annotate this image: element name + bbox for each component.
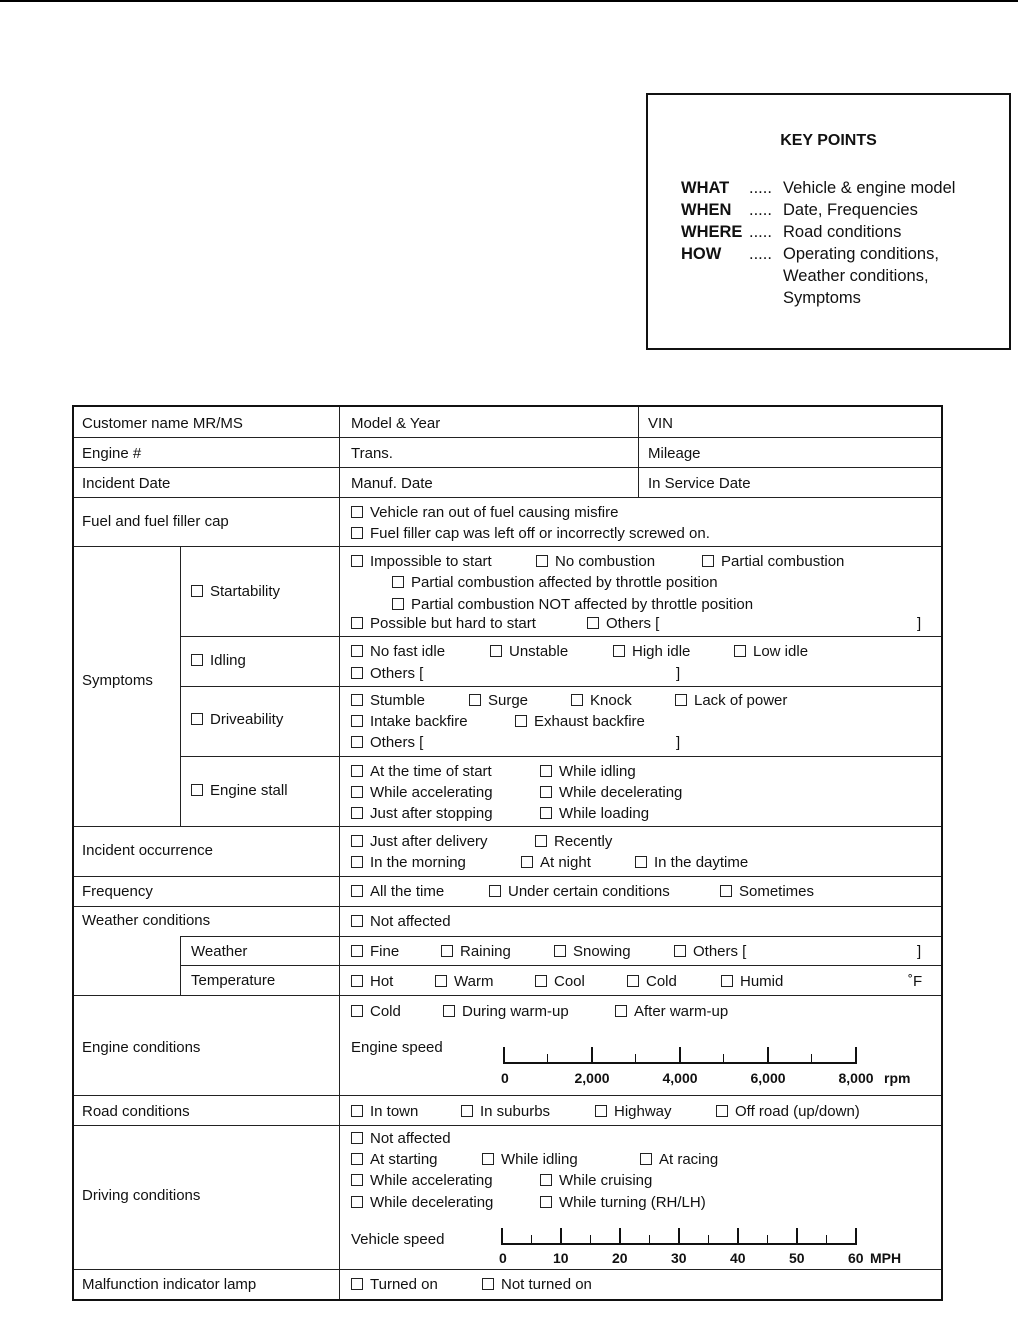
idling-low-idle[interactable]: Low idle	[734, 643, 808, 661]
mph-scale-major-tick	[501, 1228, 503, 1243]
frequency-label: Frequency	[82, 883, 153, 900]
checkbox[interactable]	[351, 527, 363, 539]
mph-scale-unit: MPH	[870, 1250, 902, 1266]
engine-conditions-label: Engine conditions	[82, 1039, 201, 1056]
checkbox[interactable]	[351, 1153, 363, 1165]
checkbox[interactable]	[351, 1278, 363, 1290]
weather-not-affected[interactable]: Not affected	[351, 913, 451, 931]
weather-label: Weather	[191, 943, 248, 960]
idling-unstable[interactable]: Unstable	[490, 643, 568, 661]
checkbox[interactable]	[351, 1132, 363, 1144]
checkbox[interactable]	[595, 1105, 607, 1117]
temperature-label: Temperature	[191, 972, 276, 989]
weather-snowing[interactable]: Snowing	[554, 943, 631, 961]
rpm-scale-tick-label: 2,000	[574, 1070, 610, 1086]
key-points-title: KEY POINTS	[780, 132, 877, 149]
driving-at-racing[interactable]: At racing	[640, 1151, 718, 1169]
occurrence-daytime[interactable]: In the daytime	[635, 854, 748, 872]
checkbox[interactable]	[461, 1105, 473, 1117]
startability-impossible[interactable]: Impossible to start	[351, 553, 492, 571]
rpm-scale-minor-tick	[723, 1054, 724, 1062]
rpm-scale-major-tick	[591, 1047, 593, 1062]
temperature-cold[interactable]: Cold	[627, 973, 677, 991]
rpm-scale-major-tick	[679, 1047, 681, 1062]
rpm-scale-minor-tick	[635, 1054, 636, 1062]
checkbox[interactable]	[615, 1005, 627, 1017]
stall-while-decelerating[interactable]: While decelerating	[540, 784, 682, 802]
weather-others-close: ]	[917, 943, 922, 960]
mph-scale-minor-tick	[708, 1235, 709, 1243]
incident-occurrence-label: Incident occurrence	[82, 842, 213, 859]
engine-cold[interactable]: Cold	[351, 1003, 401, 1021]
checkbox[interactable]	[571, 694, 583, 706]
driving-not-affected[interactable]: Not affected	[351, 1130, 451, 1148]
symptoms-label: Symptoms	[82, 672, 153, 689]
startability-others[interactable]: Others [	[587, 615, 659, 633]
vin-label: VIN	[648, 415, 674, 432]
rpm-scale-tick-label: 6,000	[750, 1070, 786, 1086]
checkbox[interactable]	[613, 645, 625, 657]
checkbox[interactable]	[351, 555, 363, 567]
weather-others[interactable]: Others [	[674, 943, 746, 961]
checkbox[interactable]	[635, 856, 647, 868]
checkbox[interactable]	[351, 1105, 363, 1117]
stall-while-loading[interactable]: While loading	[540, 805, 649, 823]
mph-scale-minor-tick	[767, 1235, 768, 1243]
temperature-humid[interactable]: Humid	[721, 973, 783, 991]
mph-scale-minor-tick	[649, 1235, 650, 1243]
checkbox[interactable]	[351, 945, 363, 957]
checkbox[interactable]	[540, 1196, 552, 1208]
checkbox[interactable]	[351, 667, 363, 679]
temperature-cool[interactable]: Cool	[535, 973, 585, 991]
driving-while-turning[interactable]: While turning (RH/LH)	[540, 1194, 706, 1212]
driveability-knock[interactable]: Knock	[571, 692, 632, 710]
checkbox[interactable]	[351, 645, 363, 657]
checkbox[interactable]	[191, 784, 203, 796]
startability-partial-not-affected[interactable]: Partial combustion NOT affected by throttle position	[392, 596, 753, 614]
checkbox[interactable]	[521, 856, 533, 868]
checkbox[interactable]	[351, 506, 363, 518]
fuel-option-cap[interactable]: Fuel filler cap was left off or incorrectly screwed on.	[351, 525, 710, 543]
checkbox[interactable]	[191, 654, 203, 666]
driveability-stumble[interactable]: Stumble	[351, 692, 425, 710]
checkbox[interactable]	[674, 945, 686, 957]
mph-scale-tick-label: 30	[671, 1250, 687, 1266]
idling-no-fast-idle[interactable]: No fast idle	[351, 643, 445, 661]
driving-while-accelerating[interactable]: While accelerating	[351, 1172, 493, 1190]
vehicle-speed-label: Vehicle speed	[351, 1231, 445, 1248]
stall-while-accelerating[interactable]: While accelerating	[351, 784, 493, 802]
in-service-date-label: In Service Date	[648, 475, 751, 492]
driveability-lack-of-power[interactable]: Lack of power	[675, 692, 787, 710]
checkbox[interactable]	[191, 585, 203, 597]
checkbox[interactable]	[490, 645, 502, 657]
driving-while-decelerating[interactable]: While decelerating	[351, 1194, 493, 1212]
mph-scale-major-tick	[855, 1228, 857, 1243]
mph-scale-tick-label: 20	[612, 1250, 628, 1266]
driveability-others-close: ]	[676, 734, 681, 751]
mil-turned-on[interactable]: Turned on	[351, 1276, 438, 1294]
idling-high-idle[interactable]: High idle	[613, 643, 690, 661]
rpm-scale-tick-label: 4,000	[662, 1070, 698, 1086]
driveability-intake-backfire[interactable]: Intake backfire	[351, 713, 468, 731]
engine-after-warm-up[interactable]: After warm-up	[615, 1003, 728, 1021]
temperature-unit: ˚F	[908, 973, 923, 990]
mph-scale-major-tick	[737, 1228, 739, 1243]
driveability-others[interactable]: Others [	[351, 734, 423, 752]
checkbox[interactable]	[351, 975, 363, 987]
checkbox[interactable]	[540, 765, 552, 777]
rpm-scale-tick-label: 0	[501, 1070, 509, 1086]
temperature-hot[interactable]: Hot	[351, 973, 393, 991]
occurrence-night[interactable]: At night	[521, 854, 591, 872]
weather-conditions-label: Weather conditions	[82, 912, 211, 929]
checkbox[interactable]	[435, 975, 447, 987]
rpm-scale-major-tick	[503, 1047, 505, 1062]
rpm-scale-tick-label: 8,000	[838, 1070, 874, 1086]
checkbox[interactable]	[540, 786, 552, 798]
road-in-town[interactable]: In town	[351, 1103, 418, 1121]
mph-scale-axis-line	[501, 1243, 857, 1245]
checkbox[interactable]	[351, 1005, 363, 1017]
checkbox[interactable]	[627, 975, 639, 987]
occurrence-after-delivery[interactable]: Just after delivery	[351, 833, 488, 851]
rpm-scale-unit: rpm	[884, 1070, 911, 1086]
idling-others[interactable]: Others [	[351, 665, 423, 683]
checkbox[interactable]	[535, 835, 547, 847]
trans-label: Trans.	[351, 445, 393, 462]
mph-scale-major-tick	[678, 1228, 680, 1243]
model-year-label: Model & Year	[351, 415, 441, 432]
checkbox[interactable]	[191, 713, 203, 725]
mil-not-turned-on[interactable]: Not turned on	[482, 1276, 592, 1294]
driveability-surge[interactable]: Surge	[469, 692, 528, 710]
rpm-scale-major-tick	[855, 1047, 857, 1062]
road-off-road[interactable]: Off road (up/down)	[716, 1103, 860, 1121]
occurrence-morning[interactable]: In the morning	[351, 854, 466, 872]
driving-while-cruising[interactable]: While cruising	[540, 1172, 652, 1190]
checkbox[interactable]	[515, 715, 527, 727]
mph-scale-minor-tick	[531, 1235, 532, 1243]
checkbox[interactable]	[351, 1196, 363, 1208]
checkbox[interactable]	[351, 807, 363, 819]
mph-scale-major-tick	[796, 1228, 798, 1243]
checkbox[interactable]	[482, 1153, 494, 1165]
road-conditions-label: Road conditions	[82, 1103, 190, 1120]
frequency-all-time[interactable]: All the time	[351, 883, 444, 901]
startability-no-combustion[interactable]: No combustion	[536, 553, 655, 571]
checkbox[interactable]	[351, 765, 363, 777]
checkbox[interactable]	[540, 1174, 552, 1186]
rpm-scale-minor-tick	[811, 1054, 812, 1062]
fuel-label: Fuel and fuel filler cap	[82, 513, 229, 530]
checkbox[interactable]	[675, 694, 687, 706]
incident-date-label: Incident Date	[82, 475, 171, 492]
checkbox[interactable]	[351, 694, 363, 706]
checkbox[interactable]	[734, 645, 746, 657]
rpm-scale-major-tick	[767, 1047, 769, 1062]
weather-raining[interactable]: Raining	[441, 943, 511, 961]
manuf-date-label: Manuf. Date	[351, 475, 433, 492]
checkbox[interactable]	[351, 915, 363, 927]
checkbox[interactable]	[702, 555, 714, 567]
checkbox[interactable]	[392, 576, 404, 588]
occurrence-recently[interactable]: Recently	[535, 833, 612, 851]
weather-fine[interactable]: Fine	[351, 943, 399, 961]
checkbox[interactable]	[640, 1153, 652, 1165]
checkbox[interactable]	[482, 1278, 494, 1290]
checkbox[interactable]	[441, 945, 453, 957]
stall-at-start[interactable]: At the time of start	[351, 763, 492, 781]
road-highway[interactable]: Highway	[595, 1103, 672, 1121]
startability-partial[interactable]: Partial combustion	[702, 553, 844, 571]
mph-scale-tick-label: 0	[499, 1250, 507, 1266]
checkbox[interactable]	[443, 1005, 455, 1017]
frequency-sometimes[interactable]: Sometimes	[720, 883, 814, 901]
driving-at-starting[interactable]: At starting	[351, 1151, 438, 1169]
checkbox[interactable]	[351, 736, 363, 748]
checkbox[interactable]	[351, 856, 363, 868]
startability-hard-to-start[interactable]: Possible but hard to start	[351, 615, 536, 633]
idling-others-close: ]	[676, 665, 681, 682]
top-rule	[0, 0, 1018, 2]
mph-scale-tick-label: 40	[730, 1250, 746, 1266]
temperature-warm[interactable]: Warm	[435, 973, 493, 991]
checkbox[interactable]	[720, 885, 732, 897]
mph-scale-tick-label: 50	[789, 1250, 805, 1266]
stall-after-stopping[interactable]: Just after stopping	[351, 805, 493, 823]
diagnostic-worksheet	[72, 405, 943, 1301]
mileage-label: Mileage	[648, 445, 701, 462]
mph-scale-minor-tick	[826, 1235, 827, 1243]
mph-scale-tick-label: 60	[848, 1250, 864, 1266]
mph-scale-major-tick	[560, 1228, 562, 1243]
mph-scale-minor-tick	[590, 1235, 591, 1243]
startability-partial-affected[interactable]: Partial combustion affected by throttle position	[392, 574, 718, 592]
driveability-category[interactable]: Driveability	[191, 711, 283, 729]
checkbox[interactable]	[489, 885, 501, 897]
checkbox[interactable]	[716, 1105, 728, 1117]
checkbox[interactable]	[721, 975, 733, 987]
engine-stall-category[interactable]: Engine stall	[191, 782, 288, 800]
checkbox[interactable]	[469, 694, 481, 706]
startability-others-close: ]	[917, 615, 922, 632]
driving-conditions-label: Driving conditions	[82, 1187, 201, 1204]
customer-name-label: Customer name MR/MS	[82, 415, 243, 432]
checkbox[interactable]	[351, 617, 363, 629]
checkbox[interactable]	[536, 555, 548, 567]
frequency-certain-conditions[interactable]: Under certain conditions	[489, 883, 670, 901]
checkbox[interactable]	[587, 617, 599, 629]
checkbox[interactable]	[540, 807, 552, 819]
driving-while-idling[interactable]: While idling	[482, 1151, 578, 1169]
mph-scale-tick-label: 10	[553, 1250, 569, 1266]
checkbox[interactable]	[351, 715, 363, 727]
engine-speed-label: Engine speed	[351, 1039, 443, 1056]
rpm-scale-axis-line	[503, 1062, 857, 1064]
stall-while-idling[interactable]: While idling	[540, 763, 636, 781]
mil-label: Malfunction indicator lamp	[82, 1276, 257, 1293]
driveability-exhaust-backfire[interactable]: Exhaust backfire	[515, 713, 645, 731]
fuel-option-ran-out[interactable]: Vehicle ran out of fuel causing misfire	[351, 504, 618, 522]
mph-scale-major-tick	[619, 1228, 621, 1243]
engine-number-label: Engine #	[82, 445, 142, 462]
checkbox[interactable]	[554, 945, 566, 957]
checkbox[interactable]	[392, 598, 404, 610]
idling-category[interactable]: Idling	[191, 652, 246, 670]
checkbox[interactable]	[351, 1174, 363, 1186]
engine-during-warm-up[interactable]: During warm-up	[443, 1003, 569, 1021]
checkbox[interactable]	[351, 885, 363, 897]
rpm-scale-minor-tick	[547, 1054, 548, 1062]
startability-category[interactable]: Startability	[191, 583, 280, 601]
checkbox[interactable]	[535, 975, 547, 987]
checkbox[interactable]	[351, 786, 363, 798]
checkbox[interactable]	[351, 835, 363, 847]
road-in-suburbs[interactable]: In suburbs	[461, 1103, 550, 1121]
key-points-box: KEY POINTS WHAT ..... Vehicle & engine model WHEN ..... Date, Frequencies WHERE ..... Road conditions HOW ..... Operating conditions, Weather conditions, Symptoms	[646, 93, 1011, 350]
